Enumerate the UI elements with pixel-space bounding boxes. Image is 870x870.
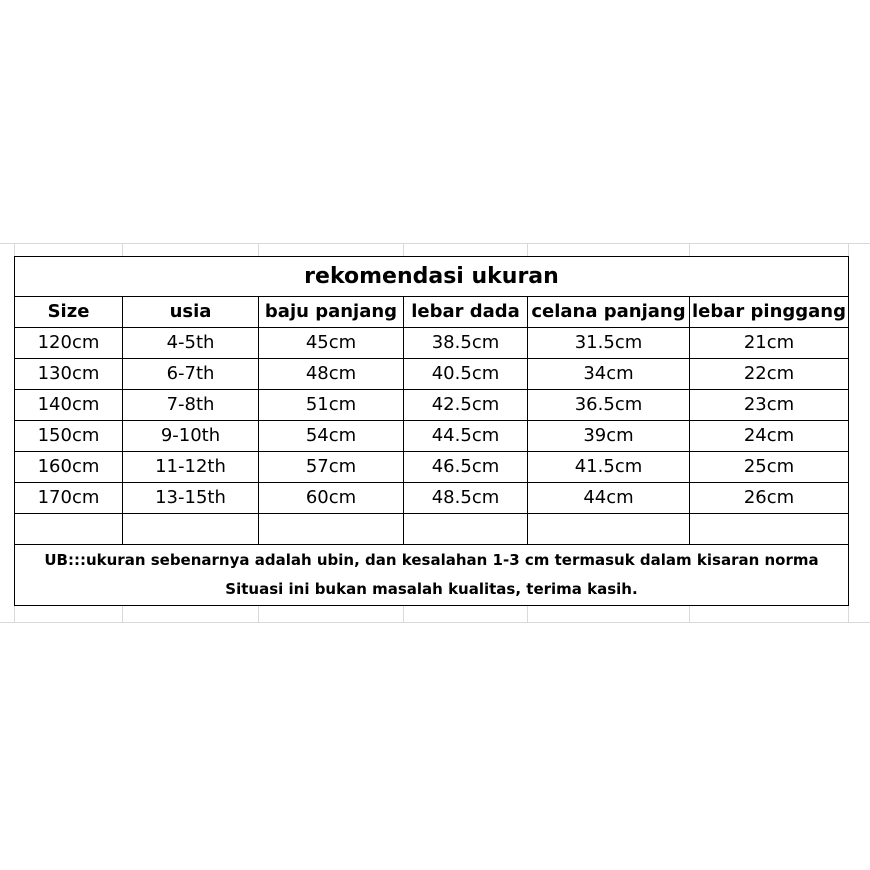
table-row	[15, 452, 849, 483]
table-row	[15, 359, 849, 390]
cell-baju-panjang: 51cm	[259, 390, 404, 421]
cell-baju-panjang: 48cm	[259, 359, 404, 390]
cell-celana-panjang: 34cm	[528, 359, 690, 390]
header-lebar-dada: lebar dada	[404, 297, 528, 328]
empty-cell	[528, 514, 690, 545]
table-title: rekomendasi ukuran	[15, 257, 849, 297]
header-row	[15, 297, 849, 328]
empty-row	[15, 514, 849, 545]
cell-baju-panjang: 54cm	[259, 421, 404, 452]
cell-lebar-pinggang: 21cm	[690, 328, 849, 359]
table-row	[15, 483, 849, 514]
cell-lebar-pinggang: 24cm	[690, 421, 849, 452]
cell-size: 130cm	[15, 359, 123, 390]
cell-lebar-pinggang: 23cm	[690, 390, 849, 421]
table-row	[15, 421, 849, 452]
cell-usia: 4-5th	[123, 328, 259, 359]
cell-size: 120cm	[15, 328, 123, 359]
header-usia: usia	[123, 297, 259, 328]
cell-lebar-dada: 42.5cm	[404, 390, 528, 421]
cell-usia: 6-7th	[123, 359, 259, 390]
note-line-1: UB:::ukuran sebenarnya adalah ubin, dan kesalahan 1-3 cm termasuk dalam kisaran norma	[44, 551, 819, 569]
empty-cell	[690, 514, 849, 545]
cell-celana-panjang: 31.5cm	[528, 328, 690, 359]
cell-lebar-pinggang: 25cm	[690, 452, 849, 483]
cell-celana-panjang: 39cm	[528, 421, 690, 452]
cell-celana-panjang: 41.5cm	[528, 452, 690, 483]
cell-baju-panjang: 45cm	[259, 328, 404, 359]
cell-size: 160cm	[15, 452, 123, 483]
cell-celana-panjang: 36.5cm	[528, 390, 690, 421]
cell-size: 140cm	[15, 390, 123, 421]
note-line-2: Situasi ini bukan masalah kualitas, terima kasih.	[225, 580, 638, 598]
header-size: Size	[15, 297, 123, 328]
cell-lebar-pinggang: 22cm	[690, 359, 849, 390]
cell-lebar-dada: 38.5cm	[404, 328, 528, 359]
cell-size: 170cm	[15, 483, 123, 514]
empty-cell	[15, 514, 123, 545]
cell-lebar-dada: 40.5cm	[404, 359, 528, 390]
cell-lebar-dada: 48.5cm	[404, 483, 528, 514]
header-celana-panjang: celana panjang	[528, 297, 690, 328]
empty-cell	[259, 514, 404, 545]
cell-usia: 13-15th	[123, 483, 259, 514]
cell-celana-panjang: 44cm	[528, 483, 690, 514]
cell-baju-panjang: 60cm	[259, 483, 404, 514]
size-note	[15, 545, 849, 606]
header-baju-panjang: baju panjang	[259, 297, 404, 328]
cell-usia: 11-12th	[123, 452, 259, 483]
table-row	[15, 328, 849, 359]
table-row	[15, 390, 849, 421]
cell-lebar-dada: 44.5cm	[404, 421, 528, 452]
header-lebar-pinggang: lebar pinggang	[690, 297, 849, 328]
empty-cell	[404, 514, 528, 545]
cell-baju-panjang: 57cm	[259, 452, 404, 483]
size-recommendation-table	[14, 256, 849, 606]
cell-usia: 9-10th	[123, 421, 259, 452]
cell-lebar-dada: 46.5cm	[404, 452, 528, 483]
cell-lebar-pinggang: 26cm	[690, 483, 849, 514]
cell-usia: 7-8th	[123, 390, 259, 421]
empty-cell	[123, 514, 259, 545]
cell-size: 150cm	[15, 421, 123, 452]
